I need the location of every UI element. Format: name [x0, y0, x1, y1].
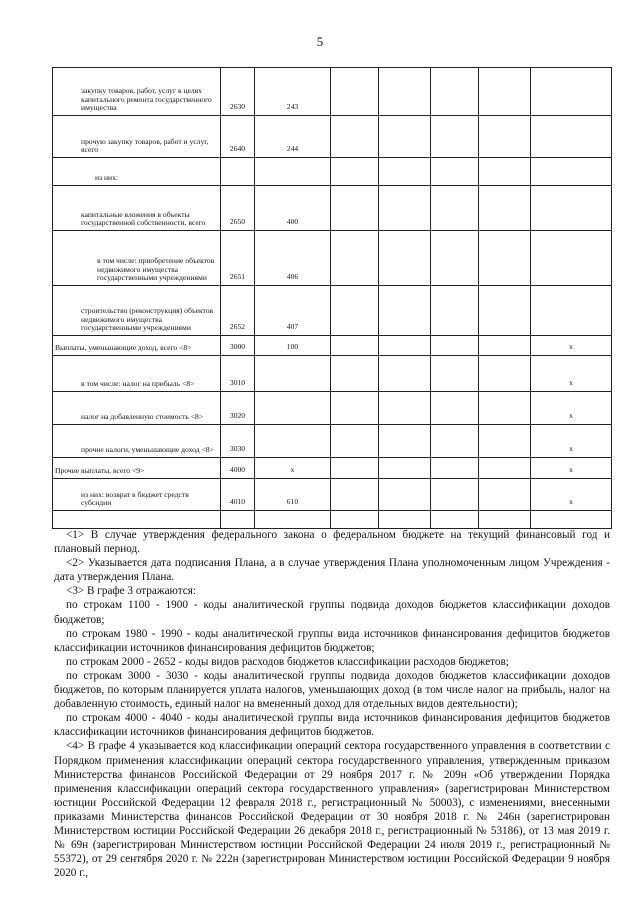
row-code-cell: 3030: [221, 425, 255, 458]
row-name-cell: в том числе: налог на прибыль <8>: [53, 356, 221, 392]
row-value-cell: [379, 458, 431, 479]
row-kosgu-cell: 243: [255, 68, 331, 116]
footnotes: [54, 528, 610, 880]
row-mark-cell: x: [531, 479, 612, 511]
table-row: [53, 158, 612, 186]
row-mark-cell: [531, 286, 612, 336]
table-row: [53, 186, 612, 231]
row-value-cell: [331, 158, 379, 186]
row-kosgu-cell: [255, 392, 331, 425]
row-kosgu-cell: 244: [255, 116, 331, 158]
row-name-cell: закупку товаров, работ, услуг в целях капитального ремонта государственного имущества: [53, 68, 221, 116]
table-row: [53, 392, 612, 425]
row-name-cell: капитальные вложения в объекты государственной собственности, всего: [53, 186, 221, 231]
row-value-cell: [431, 425, 479, 458]
plan-table-body: [53, 68, 612, 529]
footnote-paragraph: по строкам 4000 - 4040 - коды аналитической группы вида источников финансирования дефицитов бюджетов классификации источников финансирования дефицитов бюджетов.: [54, 712, 610, 739]
row-value-cell: [479, 356, 531, 392]
row-code-cell: 2651: [221, 231, 255, 286]
row-name-cell: прочие налоги, уменьшающие доход <8>: [53, 425, 221, 458]
row-mark-cell: [531, 186, 612, 231]
row-mark-cell: [531, 158, 612, 186]
row-name-cell: Выплаты, уменьшающие доход, всего <8>: [53, 336, 221, 356]
row-name-cell: в том числе: приобретение объектов недвижимого имущества государственными учреждениями: [53, 231, 221, 286]
table-row: [53, 231, 612, 286]
row-value-cell: [379, 116, 431, 158]
row-value-cell: [379, 425, 431, 458]
plan-table: [52, 67, 612, 529]
row-value-cell: [379, 511, 431, 529]
row-mark-cell: x: [531, 425, 612, 458]
row-value-cell: [431, 511, 479, 529]
row-kosgu-cell: x: [255, 458, 331, 479]
row-kosgu-cell: 407: [255, 286, 331, 336]
footnote-paragraph: <3> В графе 3 отражаются:: [66, 585, 197, 598]
table-row: [53, 356, 612, 392]
table-row: [53, 286, 612, 336]
footnote-paragraph: <2> Указывается дата подписания Плана, а в случае утверждения Плана уполномоченным лицом Учреждения - дата утверждения Плана.: [54, 557, 610, 584]
row-value-cell: [431, 68, 479, 116]
row-value-cell: [431, 458, 479, 479]
table-row: [53, 425, 612, 458]
row-value-cell: [431, 116, 479, 158]
row-value-cell: [479, 479, 531, 511]
row-mark-cell: x: [531, 336, 612, 356]
row-value-cell: [331, 186, 379, 231]
row-name-cell: Прочие выплаты, всего <9>: [53, 458, 221, 479]
row-name-cell: [53, 511, 221, 529]
row-value-cell: [331, 336, 379, 356]
row-name-cell: из них:: [53, 158, 221, 186]
row-mark-cell: [531, 231, 612, 286]
row-value-cell: [479, 425, 531, 458]
row-value-cell: [379, 286, 431, 336]
row-value-cell: [331, 356, 379, 392]
footnote-paragraph: <1> В случае утверждения федерального закона о федеральном бюджете на текущий финансовый год и плановый период.: [54, 529, 610, 556]
row-value-cell: [479, 116, 531, 158]
row-code-cell: 2630: [221, 68, 255, 116]
row-value-cell: [331, 286, 379, 336]
row-value-cell: [431, 186, 479, 231]
row-value-cell: [331, 392, 379, 425]
row-name-cell: налог на добавленную стоимость <8>: [53, 392, 221, 425]
row-code-cell: 3000: [221, 336, 255, 356]
row-code-cell: 2640: [221, 116, 255, 158]
footnote-paragraph: по строкам 1100 - 1900 - коды аналитической группы подвида доходов бюджетов классификации доходов бюджетов;: [54, 599, 610, 626]
table-row: [53, 479, 612, 511]
table-row: [53, 511, 612, 529]
row-value-cell: [331, 511, 379, 529]
row-code-cell: [221, 158, 255, 186]
row-value-cell: [379, 356, 431, 392]
row-mark-cell: [531, 68, 612, 116]
row-value-cell: [431, 356, 479, 392]
row-code-cell: 2652: [221, 286, 255, 336]
row-value-cell: [479, 231, 531, 286]
row-mark-cell: [531, 116, 612, 158]
row-value-cell: [479, 336, 531, 356]
row-value-cell: [331, 231, 379, 286]
row-code-cell: 2650: [221, 186, 255, 231]
row-value-cell: [479, 158, 531, 186]
row-value-cell: [379, 231, 431, 286]
row-value-cell: [431, 392, 479, 425]
row-value-cell: [479, 186, 531, 231]
row-code-cell: 3020: [221, 392, 255, 425]
row-value-cell: [331, 68, 379, 116]
row-mark-cell: x: [531, 392, 612, 425]
row-value-cell: [379, 392, 431, 425]
row-kosgu-cell: [255, 425, 331, 458]
row-value-cell: [431, 286, 479, 336]
row-kosgu-cell: 406: [255, 231, 331, 286]
row-name-cell: строительство (реконструкция) объектов недвижимого имущества государственными учреждениями: [53, 286, 221, 336]
row-kosgu-cell: [255, 158, 331, 186]
row-code-cell: 4000: [221, 458, 255, 479]
table-row: [53, 458, 612, 479]
row-value-cell: [331, 425, 379, 458]
row-value-cell: [431, 158, 479, 186]
row-mark-cell: x: [531, 356, 612, 392]
row-value-cell: [479, 286, 531, 336]
row-value-cell: [379, 479, 431, 511]
footnote-paragraph: по строкам 3000 - 3030 - коды аналитической группы подвида доходов бюджетов классификации доходов бюджетов, по которым планируется уплата налогов, уменьшающих доход (в том числе налог на прибыль, налог на добавленную стоимость, единый налог на вмененный доход для отдельных видов деятельности);: [54, 669, 610, 711]
footnote-paragraph: по строкам 2000 - 2652 - коды видов расходов бюджетов классификации расходов бюджетов;: [66, 655, 509, 668]
row-mark-cell: x: [531, 458, 612, 479]
row-kosgu-cell: [255, 511, 331, 529]
row-value-cell: [331, 479, 379, 511]
row-value-cell: [379, 68, 431, 116]
row-value-cell: [331, 458, 379, 479]
row-value-cell: [379, 158, 431, 186]
footnote-paragraph: по строкам 1980 - 1990 - коды аналитической группы вида источников финансирования дефицитов бюджетов классификации источников финансирования дефицитов бюджетов;: [54, 627, 610, 654]
row-kosgu-cell: 100: [255, 336, 331, 356]
table-row: [53, 336, 612, 356]
row-mark-cell: [531, 511, 612, 529]
row-value-cell: [331, 116, 379, 158]
row-value-cell: [431, 336, 479, 356]
row-kosgu-cell: 400: [255, 186, 331, 231]
row-value-cell: [479, 68, 531, 116]
table-row: [53, 68, 612, 116]
row-value-cell: [431, 479, 479, 511]
row-value-cell: [479, 392, 531, 425]
row-name-cell: из них: возврат в бюджет средств субсидии: [53, 479, 221, 511]
row-code-cell: 4010: [221, 479, 255, 511]
row-code-cell: 3010: [221, 356, 255, 392]
row-name-cell: прочую закупку товаров, работ и услуг, всего: [53, 116, 221, 158]
row-value-cell: [479, 511, 531, 529]
row-value-cell: [479, 458, 531, 479]
row-value-cell: [379, 336, 431, 356]
row-value-cell: [431, 231, 479, 286]
page-number: 5: [316, 34, 324, 49]
row-value-cell: [379, 186, 431, 231]
table-row: [53, 116, 612, 158]
row-kosgu-cell: 610: [255, 479, 331, 511]
row-code-cell: [221, 511, 255, 529]
row-kosgu-cell: [255, 356, 331, 392]
footnote-paragraph: <4> В графе 4 указывается код классификации операций сектора государственного управления в соответствии с Порядком применения классификации операций сектора государственного управления, утвержденным приказом Министерства финансов Российской Федерации от 29 ноября 2017 г. № 209н «Об утверждении Порядка применения классификации операций сектора государственного управления» (зарегистрирован Министерством юстиции Российской Федерации 12 февраля 2018 г., регистрационный № 50003), с изменениями, внесенными приказами Министерства финансов Российской Федерации от 30 ноября 2018 г. № 246н (зарегистрирован Министерством юстиции Российской Федерации 26 декабря 2018 г., регистрационный № 53186), от 13 мая 2019 г. № 69н (зарегистрирован Министерством юстиции Российской Федерации 24 июля 2019 г., регистрационный № 55372), от 29 сентября 2020 г. № 222н (зарегистрирован Министерством юстиции Российской Федерации 9 ноября 2020 г.,: [54, 740, 610, 880]
